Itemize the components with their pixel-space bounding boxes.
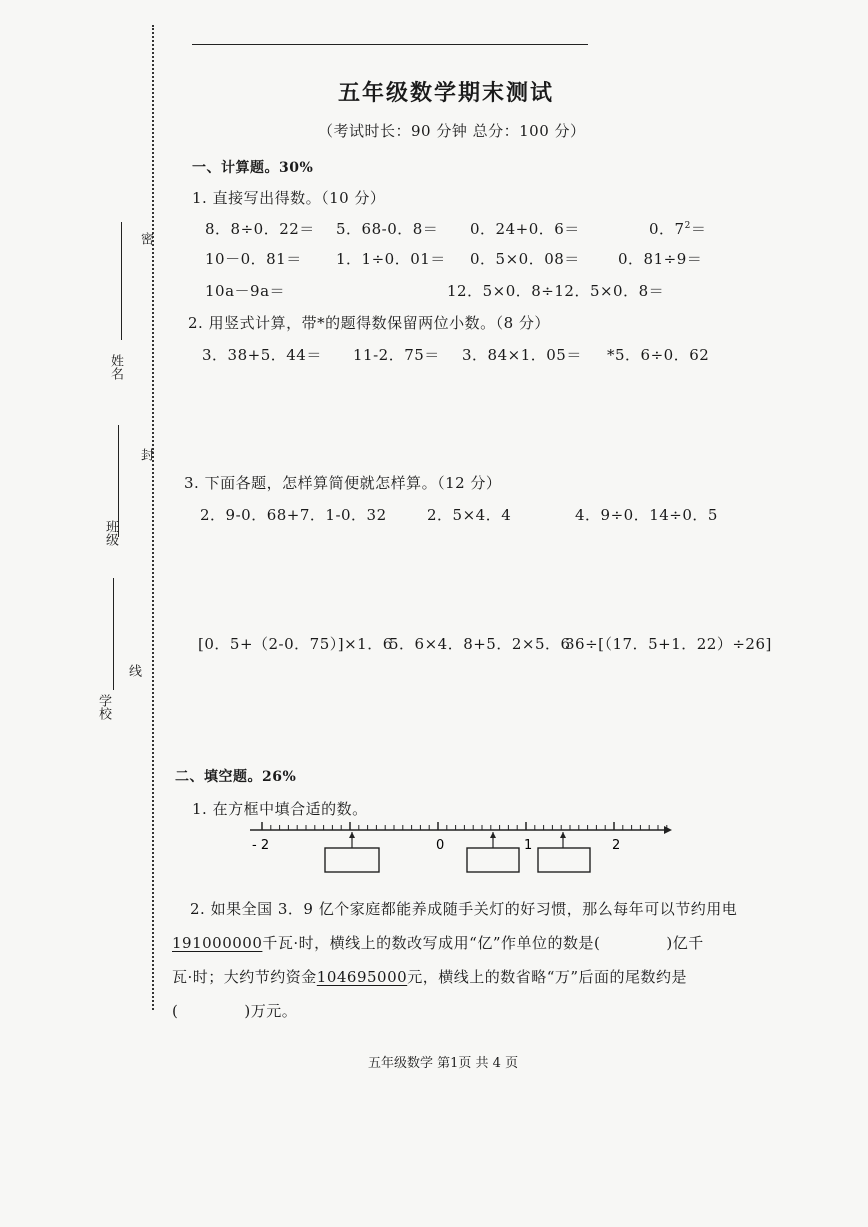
q1-item-square bbox=[649, 218, 706, 239]
s2-q2-line1: 2. 如果全国 3．9 亿个家庭都能养成随手关灯的好习惯，那么每年可以节约用电 bbox=[190, 900, 738, 918]
margin-mi: 密 bbox=[138, 232, 153, 245]
s2-q2-text: )亿千 bbox=[666, 934, 704, 952]
number-line-arrowhead bbox=[664, 826, 672, 834]
s2-q2-text: 元，横线上的数省略“万”后面的尾数约是 bbox=[407, 968, 688, 986]
q1-item: 8．8÷0．22＝ bbox=[205, 220, 315, 238]
q1-item: 10a－9a＝ bbox=[205, 282, 286, 300]
number-line bbox=[240, 818, 680, 888]
q1-item: 0．5×0．08＝ bbox=[470, 250, 580, 268]
top-rule bbox=[192, 44, 588, 45]
answer-box[interactable] bbox=[538, 848, 590, 872]
q3-item: 5．6×4．8+5．2×5．6 bbox=[389, 635, 571, 653]
q1-item: 1．1÷0．01＝ bbox=[336, 250, 446, 268]
q1-item: 5．68-0．8＝ bbox=[336, 220, 439, 238]
s2-q1-label: 1. 在方框中填合适的数。 bbox=[192, 800, 368, 818]
q1-item-equals: ＝ bbox=[690, 220, 707, 238]
margin-xian: 线 bbox=[126, 664, 141, 677]
class-label: 班级 bbox=[103, 520, 118, 546]
s2-q2-line3 bbox=[172, 966, 687, 987]
name-label: 姓名 bbox=[108, 354, 123, 380]
q1-item-exponent: 2 bbox=[684, 221, 691, 231]
number-line-ticks bbox=[262, 822, 667, 830]
name-line bbox=[121, 222, 122, 340]
pointer-arrowhead bbox=[349, 832, 355, 838]
q1-item: 0．24+0．6＝ bbox=[470, 220, 580, 238]
tick-label: 0 bbox=[436, 838, 445, 853]
q3-item: 2．9-0．68+7．1-0．32 bbox=[200, 506, 387, 524]
answer-box[interactable] bbox=[467, 848, 519, 872]
page-title: 五年级数学期末测试 bbox=[338, 80, 555, 106]
s2-q2-line4 bbox=[172, 1000, 297, 1021]
section1-heading: 一、计算题。30% bbox=[192, 160, 314, 176]
q2-label: 2. 用竖式计算，带*的题得数保留两位小数。（8 分） bbox=[188, 314, 550, 332]
q3-item: [0．5+（2-0．75）]×1．6 bbox=[198, 635, 393, 653]
underlined-number: 191000000 bbox=[172, 934, 263, 952]
q3-item: 36÷[（17．5+1．22）÷26] bbox=[565, 635, 772, 653]
q1-item: 12．5×0．8÷12．5×0．8＝ bbox=[447, 282, 665, 300]
q1-label: 1. 直接写出得数。（10 分） bbox=[192, 189, 386, 207]
school-label: 学校 bbox=[96, 694, 111, 720]
tick-label: 2 bbox=[612, 838, 621, 853]
q3-item: 2．5×4．4 bbox=[427, 506, 512, 524]
s2-q2-text: ( bbox=[172, 1002, 179, 1020]
q2-item: *5．6÷0．62 bbox=[607, 346, 710, 364]
s2-q2-text: 瓦·时；大约节约资金 bbox=[172, 968, 317, 986]
q1-item: 10－0．81＝ bbox=[205, 250, 302, 268]
binding-dotted-line bbox=[152, 25, 154, 1010]
page-subtitle: （考试时长：90 分钟 总分：100 分） bbox=[318, 122, 586, 140]
q2-item: 11-2．75＝ bbox=[353, 346, 440, 364]
q1-item: 0．81÷9＝ bbox=[618, 250, 703, 268]
q1-item-base: 0．7 bbox=[649, 220, 685, 238]
pointer-arrowhead bbox=[560, 832, 566, 838]
margin-feng: 封 bbox=[138, 448, 153, 461]
q3-label: 3. 下面各题，怎样算简便就怎样算。（12 分） bbox=[184, 474, 502, 492]
s2-q2-text: 千瓦·时，横线上的数改写成用“亿”作单位的数是( bbox=[262, 934, 601, 952]
pointer-arrowhead bbox=[490, 832, 496, 838]
q2-item: 3．38+5．44＝ bbox=[202, 346, 322, 364]
tick-label: - 2 bbox=[252, 838, 270, 853]
s2-q2-text: )万元。 bbox=[244, 1002, 298, 1020]
q3-item: 4．9÷0．14÷0．5 bbox=[575, 506, 718, 524]
tick-label: 1 bbox=[524, 838, 533, 853]
s2-q2-line2 bbox=[172, 932, 704, 953]
underlined-number: 104695000 bbox=[316, 968, 408, 986]
school-line bbox=[113, 578, 114, 690]
page-footer: 五年级数学 第1页 共 4 页 bbox=[368, 1056, 519, 1071]
section2-heading: 二、填空题。26% bbox=[175, 769, 297, 785]
answer-box[interactable] bbox=[325, 848, 379, 872]
q2-item: 3．84×1．05＝ bbox=[462, 346, 582, 364]
